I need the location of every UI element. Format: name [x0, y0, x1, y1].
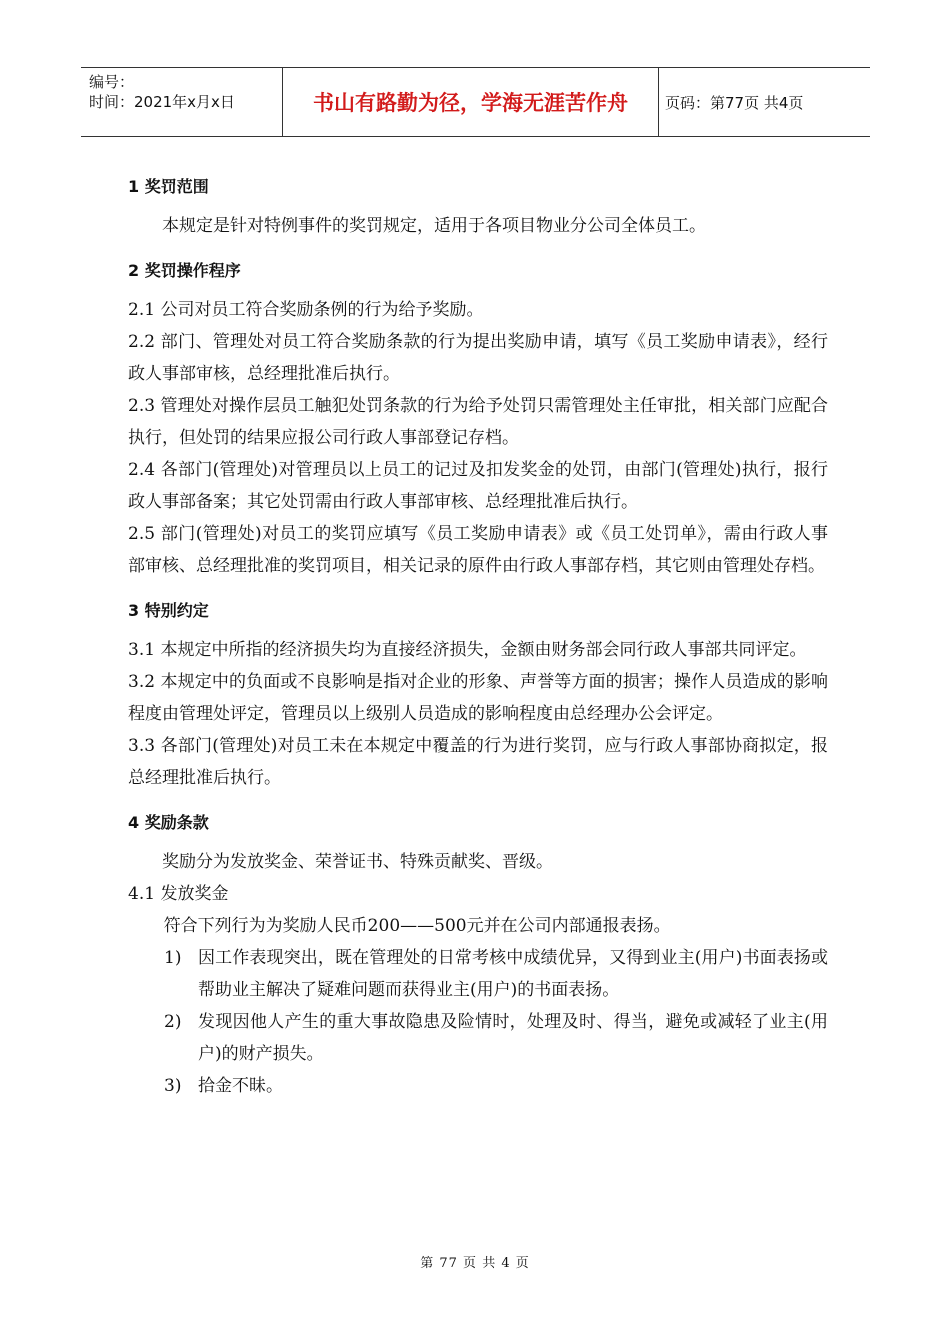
- section-title-2: 2 奖罚操作程序: [128, 261, 241, 280]
- list-item-text: 因工作表现突出，既在管理处的日常考核中成绩优异，又得到业主(用户)书面表扬或帮助业主解决了疑难问题而获得业主(用户)的书面表扬。: [198, 948, 828, 1000]
- header-meta: [81, 68, 283, 136]
- paragraph: 3.2 本规定中的负面或不良影响是指对企业的形象、声誉等方面的损害；操作人员造成的影响程度由管理处评定，管理员以上级别人员造成的影响程度由总经理办公会评定。: [128, 672, 828, 724]
- list-item-number: 2): [164, 1012, 182, 1032]
- document-body: [128, 172, 828, 1102]
- paragraph: 本规定是针对特例事件的奖罚规定，适用于各项目物业分公司全体员工。: [162, 216, 706, 236]
- list-item-number: 3): [164, 1076, 182, 1096]
- paragraph: 2.3 管理处对操作层员工触犯处罚条款的行为给予处罚只需管理处主任审批，相关部门应配合执行，但处罚的结果应报公司行政人事部登记存档。: [128, 396, 828, 448]
- list-item-text: 拾金不昧。: [198, 1076, 283, 1096]
- list-item-number: 1): [164, 948, 182, 968]
- paragraph: 2.4 各部门(管理处)对管理员以上员工的记过及扣发奖金的处罚，由部门(管理处)执行，报行政人事部备案；其它处罚需由行政人事部审核、总经理批准后执行。: [128, 460, 828, 512]
- section-title-4: 4 奖励条款: [128, 813, 209, 832]
- header-page-info: 页码：第77页 共4页: [665, 93, 804, 112]
- paragraph: 2.1 公司对员工符合奖励条例的行为给予奖励。: [128, 300, 484, 320]
- section-title-1: 1 奖罚范围: [128, 177, 209, 196]
- list-item: [128, 942, 828, 1006]
- paragraph: 3.3 各部门(管理处)对员工未在本规定中覆盖的行为进行奖罚，应与行政人事部协商拟定，报总经理批准后执行。: [128, 736, 828, 788]
- subsection-title: 4.1 发放奖金: [128, 884, 229, 904]
- paragraph: 3.1 本规定中所指的经济损失均为直接经济损失，金额由财务部会同行政人事部共同评定。: [128, 640, 807, 660]
- paragraph: 奖励分为发放奖金、荣誉证书、特殊贡献奖、晋级。: [162, 852, 553, 872]
- list-item: [128, 1006, 828, 1070]
- paragraph: 2.2 部门、管理处对员工符合奖励条款的行为提出奖励申请，填写《员工奖励申请表》，经行政人事部审核，总经理批准后执行。: [128, 332, 828, 384]
- paragraph: 符合下列行为为奖励人民币200——500元并在公司内部通报表扬。: [163, 916, 671, 936]
- page-header: [81, 67, 870, 137]
- document-time-label: 时间：2021年x月x日: [89, 93, 235, 111]
- list-item: [128, 1070, 828, 1102]
- document-number-label: 编号：: [89, 73, 135, 91]
- paragraph: 2.5 部门(管理处)对员工的奖罚应填写《员工奖励申请表》或《员工处罚单》，需由行政人事部审核、总经理批准的奖罚项目，相关记录的原件由行政人事部存档，其它则由管理处存档。: [128, 524, 828, 576]
- section-title-3: 3 特别约定: [128, 601, 209, 620]
- list-item-text: 发现因他人产生的重大事故隐患及险情时，处理及时、得当，避免或减轻了业主(用户)的财产损失。: [198, 1012, 828, 1064]
- header-motto: 书山有路勤为径，学海无涯苦作舟: [283, 68, 659, 136]
- page-footer: 第 77 页 共 4 页: [420, 1256, 530, 1271]
